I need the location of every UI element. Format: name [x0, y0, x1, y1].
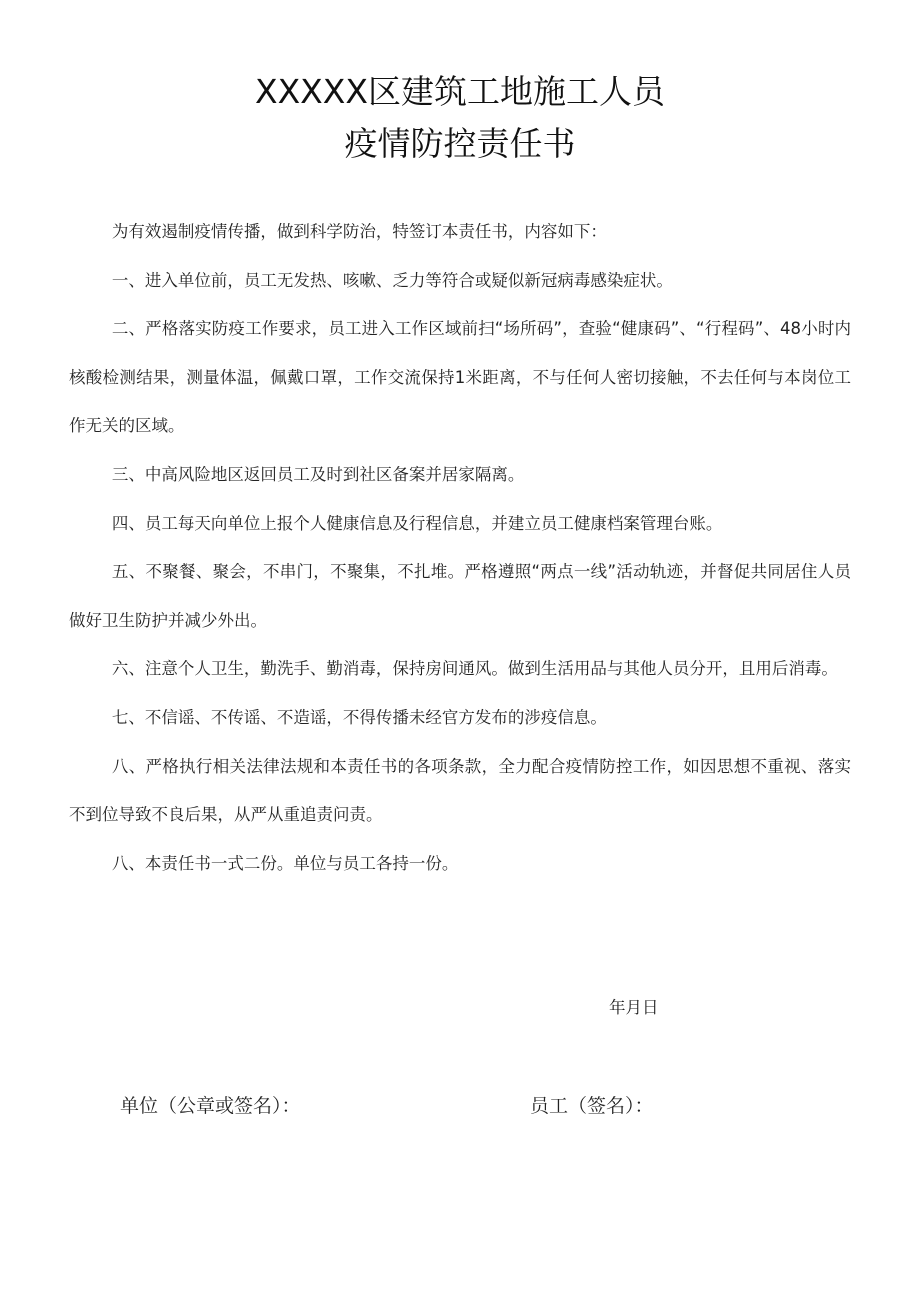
document-title-line-2: 疫情防控责任书 [344, 124, 576, 163]
paragraph-item-6: 六、注意个人卫生，勤洗手、勤消毒，保持房间通风。做到生活用品与其他人员分开，且用后消毒。 [111, 659, 838, 679]
paragraph-item-1: 一、进入单位前，员工无发热、咳嗽、乏力等符合或疑似新冠病毒感染症状。 [111, 270, 673, 290]
date-line: 年月日 [609, 998, 659, 1017]
paragraph-intro: 为有效遏制疫情传播，做到科学防治，特签订本责任书，内容如下： [111, 222, 607, 241]
paragraph-item-8: 八、严格执行相关法律法规和本责任书的各项条款，全力配合疫情防控工作，如因思想不重视、落实不到位导致不良后果，从严从重追责问责。 [69, 756, 851, 825]
paragraph-item-3: 三、中高风险地区返回员工及时到社区备案并居家隔离。 [111, 464, 525, 484]
signature-unit-label: 单位（公章或签名）： [120, 1095, 301, 1117]
paragraph-item-4: 四、员工每天向单位上报个人健康信息及行程信息，并建立员工健康档案管理台账。 [111, 513, 723, 533]
signature-staff-label: 员工（签名）： [530, 1095, 654, 1117]
paragraph-item-5: 五、不聚餐、聚会，不串门，不聚集，不扎堆。严格遵照“两点一线”活动轨迹，并督促共同居住人员做好卫生防护并减少外出。 [69, 562, 851, 630]
document-title-line-1: XXXXX区建筑工地施工人员 [254, 72, 666, 111]
paragraph-item-9: 八、本责任书一式二份。单位与员工各持一份。 [111, 853, 459, 873]
paragraph-item-7: 七、不信谣、不传谣、不造谣，不得传播未经官方发布的涉疫信息。 [111, 707, 607, 727]
document-body [69, 208, 851, 888]
paragraph-item-2: 二、严格落实防疫工作要求，员工进入工作区域前扫“场所码”，查验“健康码”、“行程码”、48小时内核酸检测结果，测量体温，佩戴口罩，工作交流保持1米距离，不与任何人密切接触，不去任何与本岗位工作无关的区域。 [69, 319, 851, 436]
